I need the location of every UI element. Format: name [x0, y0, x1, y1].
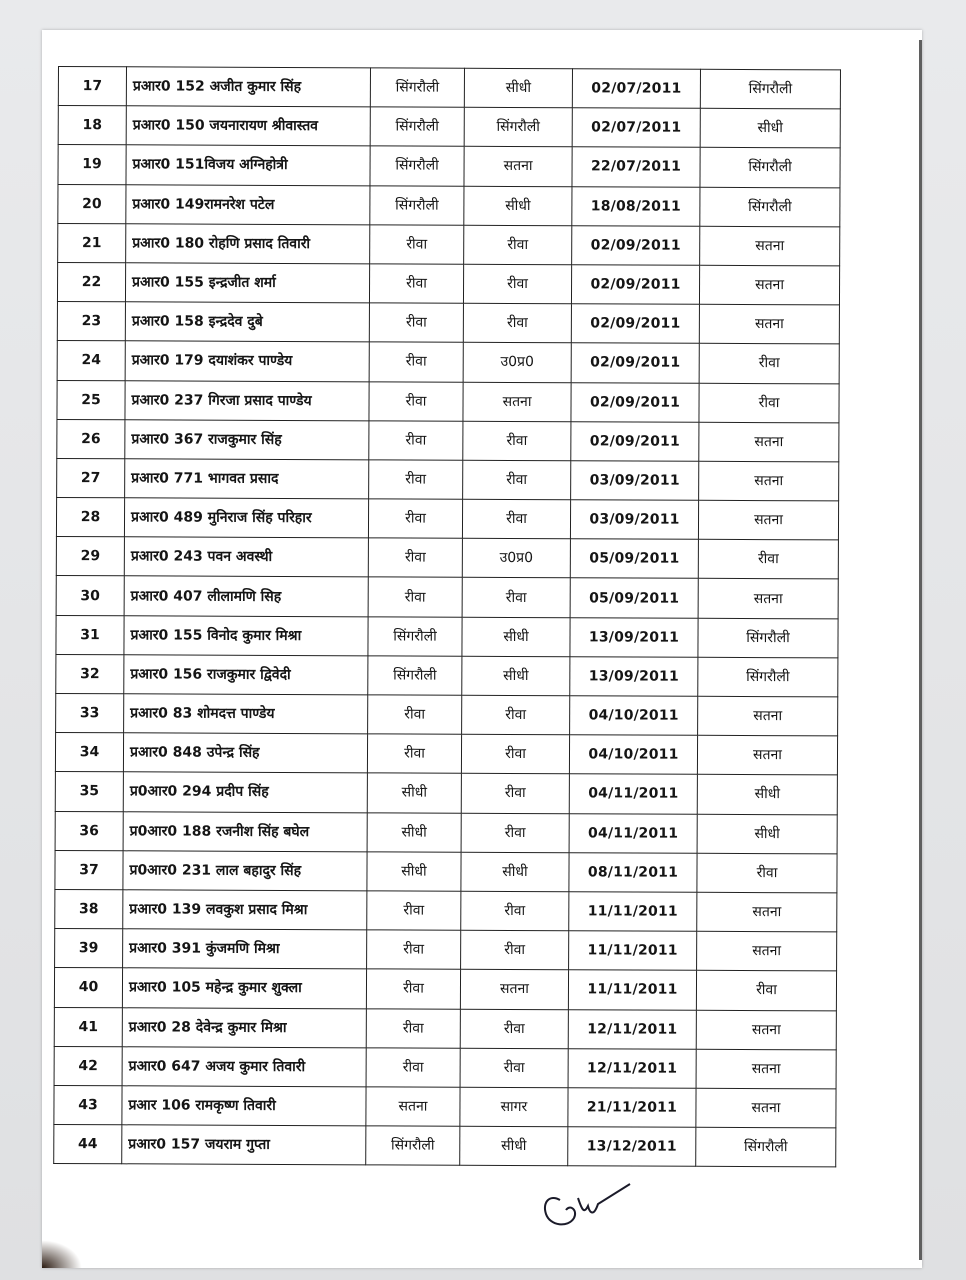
name-cell: प्रआर0 243 पवन अवस्थी: [124, 537, 368, 577]
posting-district-cell: सीधी: [697, 814, 837, 854]
serial-number-cell: 29: [56, 537, 124, 576]
posting-district-cell: सिंगरौली: [700, 148, 840, 188]
name-cell: प्रआर0 155 इन्द्रजीत शर्मा: [125, 263, 369, 303]
district-cell: सिंगरौली: [366, 1126, 460, 1166]
home-district-cell: रीवा: [460, 1009, 568, 1049]
date-cell: 03/09/2011: [571, 461, 699, 501]
table-row: [54, 1007, 836, 1050]
posting-district-cell: सिंगरौली: [696, 1127, 836, 1167]
table-row: [57, 262, 839, 305]
posting-district-cell: रीवा: [696, 971, 836, 1011]
table-row: [57, 458, 839, 501]
table-row: [56, 498, 838, 541]
home-district-cell: रीवा: [461, 930, 569, 970]
district-cell: सिंगरौली: [370, 107, 464, 147]
home-district-cell: उ0प्र0: [462, 539, 570, 579]
district-cell: सीधी: [367, 812, 461, 852]
name-cell: प्रआर0 180 रोहणि प्रसाद तिवारी: [126, 224, 370, 264]
serial-number-cell: 33: [56, 693, 124, 732]
table-row: [56, 615, 838, 658]
district-cell: सतना: [366, 1087, 460, 1127]
district-cell: रीवा: [369, 421, 463, 461]
district-cell: रीवा: [368, 695, 462, 735]
serial-number-cell: 44: [54, 1125, 122, 1164]
home-district-cell: रीवा: [461, 734, 569, 774]
home-district-cell: रीवा: [463, 460, 571, 500]
name-cell: प्रआर0 83 शोमदत्त पाण्डेय: [124, 694, 368, 734]
serial-number-cell: 42: [54, 1046, 122, 1085]
district-cell: रीवा: [366, 1008, 460, 1048]
district-cell: सीधी: [367, 773, 461, 813]
district-cell: रीवा: [367, 734, 461, 774]
district-cell: रीवा: [369, 264, 463, 304]
date-cell: 02/09/2011: [571, 304, 699, 344]
table-row: [56, 693, 838, 736]
district-cell: रीवा: [368, 538, 462, 578]
table-row: [58, 184, 840, 227]
home-district-cell: सीधी: [464, 186, 572, 226]
district-cell: रीवा: [369, 381, 463, 421]
date-cell: 08/11/2011: [569, 852, 697, 892]
date-cell: 05/09/2011: [570, 578, 698, 618]
district-cell: रीवा: [366, 1048, 460, 1088]
table-row: [54, 1046, 836, 1089]
date-cell: 02/09/2011: [572, 225, 700, 265]
date-cell: 02/07/2011: [572, 108, 700, 148]
home-district-cell: सीधी: [464, 68, 572, 108]
district-cell: रीवा: [370, 225, 464, 265]
table-row: [55, 733, 837, 776]
table-row: [57, 419, 839, 462]
date-cell: 22/07/2011: [572, 147, 700, 187]
posting-district-cell: सतना: [698, 500, 838, 540]
date-cell: 12/11/2011: [568, 1009, 696, 1049]
district-cell: रीवा: [367, 891, 461, 931]
date-cell: 11/11/2011: [569, 931, 697, 971]
name-cell: प्रआर0 149रामनरेश पटेल: [126, 184, 370, 224]
home-district-cell: रीवा: [462, 499, 570, 539]
home-district-cell: सीधी: [461, 852, 569, 892]
district-cell: रीवा: [369, 303, 463, 343]
serial-number-cell: 18: [58, 106, 126, 145]
posting-district-cell: सतना: [698, 579, 838, 619]
table-row: [58, 223, 840, 266]
table-row: [55, 929, 837, 972]
date-cell: 04/10/2011: [569, 735, 697, 775]
district-cell: रीवा: [366, 969, 460, 1009]
serial-number-cell: 19: [58, 145, 126, 184]
posting-district-cell: सतना: [700, 226, 840, 266]
serial-number-cell: 27: [57, 458, 125, 497]
name-cell: प्रआर0 158 इन्द्रदेव दुबे: [125, 302, 369, 342]
serial-number-cell: 24: [57, 341, 125, 380]
serial-number-cell: 38: [55, 889, 123, 928]
posting-district-cell: सतना: [696, 1010, 836, 1050]
district-cell: सिंगरौली: [368, 656, 462, 696]
posting-district-cell: सतना: [697, 735, 837, 775]
posting-district-cell: सतना: [699, 304, 839, 344]
name-cell: प्रआर0 237 गिरजा प्रसाद पाण्डेय: [125, 380, 369, 420]
date-cell: 04/10/2011: [570, 696, 698, 736]
home-district-cell: रीवा: [463, 264, 571, 304]
district-cell: सिंगरौली: [370, 68, 464, 108]
home-district-cell: उ0प्र0: [463, 343, 571, 383]
name-cell: प्र0आर0 188 रजनीश सिंह बघेल: [123, 811, 367, 851]
posting-district-cell: सतना: [696, 1088, 836, 1128]
name-cell: प्रआर0 157 जयराम गुप्ता: [122, 1125, 366, 1165]
name-cell: प्रआर0 407 लीलामणि सिह: [124, 576, 368, 616]
table-row: [55, 889, 837, 932]
table-row: [55, 850, 837, 893]
signature-mark: [520, 1180, 640, 1238]
table-row: [56, 537, 838, 580]
posting-district-cell: रीवा: [698, 540, 838, 580]
posting-district-cell: सिंगरौली: [700, 187, 840, 227]
serial-number-cell: 34: [55, 733, 123, 772]
serial-number-cell: 36: [55, 811, 123, 850]
serial-number-cell: 28: [56, 498, 124, 537]
posting-district-cell: रीवा: [699, 344, 839, 384]
district-cell: सिंगरौली: [370, 146, 464, 186]
posting-district-cell: सतना: [696, 1049, 836, 1089]
district-cell: रीवा: [369, 342, 463, 382]
posting-district-cell: सिंगरौली: [700, 69, 840, 109]
home-district-cell: रीवा: [462, 695, 570, 735]
table-row: [58, 67, 840, 110]
district-cell: रीवा: [368, 499, 462, 539]
date-cell: 13/09/2011: [570, 657, 698, 697]
posting-district-cell: सतना: [697, 931, 837, 971]
name-cell: प्रआर0 647 अजय कुमार तिवारी: [122, 1046, 366, 1086]
home-district-cell: रीवा: [463, 421, 571, 461]
date-cell: 13/09/2011: [570, 617, 698, 657]
serial-number-cell: 20: [58, 184, 126, 223]
name-cell: प्रआर0 152 अजीत कुमार सिंह: [126, 67, 370, 107]
serial-number-cell: 22: [57, 262, 125, 301]
posting-district-cell: रीवा: [697, 853, 837, 893]
home-district-cell: रीवा: [462, 578, 570, 618]
district-cell: रीवा: [367, 930, 461, 970]
date-cell: 04/11/2011: [569, 813, 697, 853]
serial-number-cell: 41: [54, 1007, 122, 1046]
table-row: [58, 106, 840, 149]
paper-edge: [919, 40, 922, 1260]
posting-district-cell: सीधी: [697, 775, 837, 815]
name-cell: प्र0आर0 231 लाल बहादुर सिंह: [123, 851, 367, 891]
table-row: [57, 302, 839, 345]
table-row: [54, 968, 836, 1011]
table-row: [55, 811, 837, 854]
district-cell: सिंगरौली: [368, 616, 462, 656]
corner-shadow: [42, 1240, 82, 1268]
table-row: [54, 1085, 836, 1128]
date-cell: 12/11/2011: [568, 1048, 696, 1088]
home-district-cell: रीवा: [463, 303, 571, 343]
table-row: [57, 341, 839, 384]
name-cell: प्रआर0 179 दयाशंकर पाण्डेय: [125, 341, 369, 381]
name-cell: प्रआर0 151विजय अग्निहोत्री: [126, 145, 370, 185]
name-cell: प्रआर0 391 कुंजमणि मिश्रा: [123, 929, 367, 969]
name-cell: प्रआर0 105 महेन्द्र कुमार शुक्ला: [122, 968, 366, 1008]
serial-number-cell: 32: [56, 654, 124, 693]
posting-district-cell: सिंगरौली: [698, 657, 838, 697]
name-cell: प्रआर0 848 उपेन्द्र सिंह: [123, 733, 367, 773]
posting-district-cell: सतना: [697, 892, 837, 932]
serial-number-cell: 35: [55, 772, 123, 811]
posting-district-cell: सतना: [699, 265, 839, 305]
transfer-list-table: [53, 66, 841, 1168]
serial-number-cell: 17: [58, 67, 126, 106]
posting-district-cell: रीवा: [699, 383, 839, 423]
home-district-cell: रीवा: [461, 891, 569, 931]
posting-district-cell: सतना: [699, 422, 839, 462]
serial-number-cell: 21: [58, 223, 126, 262]
home-district-cell: रीवा: [464, 225, 572, 265]
home-district-cell: रीवा: [461, 774, 569, 814]
date-cell: 13/12/2011: [568, 1127, 696, 1167]
date-cell: 18/08/2011: [572, 186, 700, 226]
date-cell: 04/11/2011: [569, 774, 697, 814]
home-district-cell: सतना: [460, 970, 568, 1010]
district-cell: सिंगरौली: [370, 185, 464, 225]
serial-number-cell: 23: [57, 302, 125, 341]
name-cell: प्रआर0 489 मुनिराज सिंह परिहार: [124, 498, 368, 538]
date-cell: 02/09/2011: [571, 265, 699, 305]
table-row: [56, 576, 838, 619]
table-row: [58, 145, 840, 188]
table-row: [56, 654, 838, 697]
date-cell: 03/09/2011: [570, 500, 698, 540]
serial-number-cell: 30: [56, 576, 124, 615]
home-district-cell: सागर: [460, 1087, 568, 1127]
serial-number-cell: 31: [56, 615, 124, 654]
name-cell: प्रआर0 150 जयनारायण श्रीवास्तव: [126, 106, 370, 146]
serial-number-cell: 43: [54, 1085, 122, 1124]
date-cell: 02/09/2011: [571, 421, 699, 461]
serial-number-cell: 25: [57, 380, 125, 419]
table-row: [57, 380, 839, 423]
district-cell: सीधी: [367, 852, 461, 892]
date-cell: 21/11/2011: [568, 1088, 696, 1128]
home-district-cell: सतना: [463, 382, 571, 422]
serial-number-cell: 26: [57, 419, 125, 458]
posting-district-cell: सीधी: [700, 108, 840, 148]
home-district-cell: रीवा: [461, 813, 569, 853]
date-cell: 11/11/2011: [569, 892, 697, 932]
table-row: [55, 772, 837, 815]
date-cell: 02/07/2011: [572, 69, 700, 109]
date-cell: 02/09/2011: [571, 343, 699, 383]
name-cell: प्रआर0 28 देवेन्द्र कुमार मिश्रा: [122, 1007, 366, 1047]
district-cell: रीवा: [368, 577, 462, 617]
home-district-cell: रीवा: [460, 1048, 568, 1088]
name-cell: प्रआर0 771 भागवत प्रसाद: [125, 459, 369, 499]
posting-district-cell: सिंगरौली: [698, 618, 838, 658]
date-cell: 05/09/2011: [570, 539, 698, 579]
date-cell: 11/11/2011: [568, 970, 696, 1010]
date-cell: 02/09/2011: [571, 382, 699, 422]
name-cell: प्रआर0 156 राजकुमार द्विवेदी: [124, 655, 368, 695]
home-district-cell: सीधी: [462, 656, 570, 696]
name-cell: प्रआर0 367 राजकुमार सिंह: [125, 419, 369, 459]
posting-district-cell: सतना: [698, 696, 838, 736]
district-cell: रीवा: [369, 460, 463, 500]
serial-number-cell: 40: [54, 968, 122, 1007]
name-cell: प्र0आर0 294 प्रदीप सिंह: [123, 772, 367, 812]
table-row: [54, 1125, 836, 1168]
posting-district-cell: सतना: [699, 461, 839, 501]
home-district-cell: सिंगरौली: [464, 107, 572, 147]
home-district-cell: सीधी: [460, 1126, 568, 1166]
name-cell: प्रआर0 155 विनोद कुमार मिश्रा: [124, 615, 368, 655]
home-district-cell: सीधी: [462, 617, 570, 657]
table-body: [54, 67, 841, 1168]
home-district-cell: सतना: [464, 147, 572, 187]
serial-number-cell: 39: [55, 929, 123, 968]
name-cell: प्रआर0 139 लवकुश प्रसाद मिश्रा: [123, 890, 367, 930]
name-cell: प्रआर 106 रामकृष्ण तिवारी: [122, 1086, 366, 1126]
serial-number-cell: 37: [55, 850, 123, 889]
